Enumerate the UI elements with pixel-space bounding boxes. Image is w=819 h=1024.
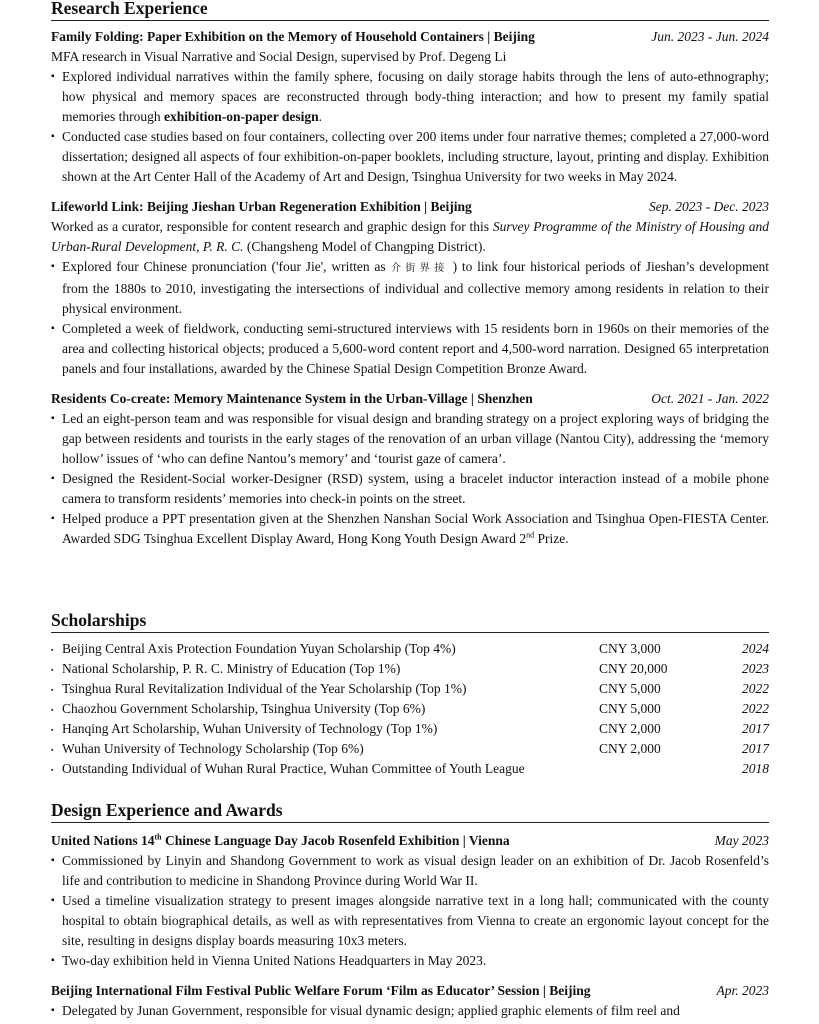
bullet-dot-icon: ▪ — [51, 686, 54, 694]
entry-date: Sep. 2023 - Dec. 2023 — [649, 199, 769, 214]
entry-title: Beijing International Film Festival Public Welfare Forum ‘Film as Educator’ Session | Beijing — [51, 983, 591, 998]
bullet-item: ▪ Commissioned by Linyin and Shandong Government to work as visual design leader on an exhibition of Dr. Jacob Rosenfeld’s life and contribution to medicine in Shandong Province during World War II. — [51, 853, 769, 888]
bullet-item: ▪ Delegated by Junan Government, responsible for visual dynamic design; applied graphic elements of film reel and — [51, 1001, 769, 1021]
bullet-dot-icon: ▪ — [51, 726, 54, 734]
entry-date: Oct. 2021 - Jan. 2022 — [651, 391, 769, 406]
entry-date: Jun. 2023 - Jun. 2024 — [651, 29, 769, 44]
scholarship-amount: CNY 20,000 — [599, 661, 668, 676]
bullet-square-icon: ▪ — [51, 855, 55, 866]
bullet-square-icon: ▪ — [51, 131, 55, 142]
bullet-item: ▪ Used a timeline visualization strategy to present images alongside narrative text in a long hall; communicated with the county hospital to obtain biographical details, as well as with representatives from Vienna to create an ergonomic layout concept for the site, resulting in designs display boards measuring 10x3 meters. — [51, 893, 769, 948]
scholarship-name: Wuhan University of Technology Scholarship (Top 6%) — [62, 741, 364, 756]
scholarships-section — [51, 610, 769, 779]
section-title-scholarships: Scholarships — [51, 610, 769, 633]
bullet-dot-icon: ▪ — [51, 746, 54, 754]
entry-date: May 2023 — [714, 833, 769, 848]
design-entry-film-festival — [51, 981, 769, 1021]
bullet-item: ▪ Led an eight-person team and was responsible for visual design and branding strategy on a project exploring ways of bridging the gap between residents and tourists in the early stages of the renovation of an urban village (Nantou City), addressing the ‘memory hollow’ issues of ‘who can define Nantou’s memory’ and ‘tourist gaze of camera’. — [51, 411, 769, 466]
scholarship-list — [51, 639, 769, 779]
bullet-square-icon: ▪ — [51, 1005, 55, 1016]
bullet-square-icon: ▪ — [51, 955, 55, 966]
entry-title: United Nations 14th Chinese Language Day Jacob Rosenfeld Exhibition | Vienna — [51, 832, 510, 848]
scholarship-year: 2022 — [742, 701, 769, 716]
research-entry-family-folding — [51, 27, 769, 187]
bullet-item: ▪ Explored individual narratives within the family sphere, focusing on daily storage habits through the lens of auto-ethnography; how physical and memory spaces are reconstructed through body-thing interaction; and how to present my family spatial memories through exhibition-on-paper design. — [51, 69, 769, 124]
scholarship-row — [51, 659, 769, 679]
bullet-dot-icon: ▪ — [51, 706, 54, 714]
entry-title: Lifeworld Link: Beijing Jieshan Urban Regeneration Exhibition | Beijing — [51, 199, 472, 214]
scholarship-row — [51, 679, 769, 699]
scholarship-name: Tsinghua Rural Revitalization Individual of the Year Scholarship (Top 1%) — [62, 681, 467, 696]
scholarship-amount: CNY 2,000 — [599, 721, 661, 736]
scholarship-year: 2022 — [742, 681, 769, 696]
bullet-square-icon: ▪ — [51, 71, 55, 82]
scholarship-amount: CNY 5,000 — [599, 701, 661, 716]
bullet-item: ▪ Explored four Chinese pronunciation ('four Jie', written as 介街界接 ) to link four historical periods of Jieshan’s development from the 1880s to 2010, investigating the intersections of individual and collective memory among residents in relation to their physical environment. — [51, 259, 770, 316]
scholarship-name: Chaozhou Government Scholarship, Tsinghua University (Top 6%) — [62, 701, 426, 716]
scholarship-year: 2023 — [742, 661, 769, 676]
entry-description: Worked as a curator, responsible for content research and graphic design for this Survey Programme of the Ministry of Housing and Urban-Rural Development, P. R. C. (Changsheng Model of Changping District). — [51, 219, 770, 254]
scholarship-name: Beijing Central Axis Protection Foundation Yuyan Scholarship (Top 4%) — [62, 641, 456, 656]
research-entry-residents-cocreate — [51, 389, 769, 549]
bullet-item: ▪ Two-day exhibition held in Vienna United Nations Headquarters in May 2023. — [51, 951, 769, 971]
entry-title: Family Folding: Paper Exhibition on the Memory of Household Containers | Beijing — [51, 29, 535, 44]
scholarship-name: Hanqing Art Scholarship, Wuhan University of Technology (Top 1%) — [62, 721, 438, 736]
scholarship-year: 2017 — [742, 721, 769, 736]
section-title-research: Research Experience — [51, 0, 769, 21]
bullet-square-icon: ▪ — [51, 323, 55, 334]
scholarship-row — [51, 739, 769, 759]
scholarship-year: 2018 — [742, 761, 769, 776]
bullet-dot-icon: ▪ — [51, 666, 54, 674]
bullet-square-icon: ▪ — [51, 261, 55, 272]
scholarship-year: 2024 — [742, 641, 769, 656]
bullet-square-icon: ▪ — [51, 895, 55, 906]
entry-title: Residents Co-create: Memory Maintenance System in the Urban-Village | Shenzhen — [51, 391, 533, 406]
bullet-dot-icon: ▪ — [51, 646, 54, 654]
scholarship-name: Outstanding Individual of Wuhan Rural Practice, Wuhan Committee of Youth League — [62, 761, 525, 776]
scholarship-name: National Scholarship, P. R. C. Ministry of Education (Top 1%) — [62, 661, 401, 676]
design-section — [51, 800, 769, 1021]
scholarship-row — [51, 639, 769, 659]
section-title-design: Design Experience and Awards — [51, 800, 769, 823]
design-entry-un-exhibition — [51, 831, 769, 971]
scholarship-row — [51, 699, 769, 719]
entry-date: Apr. 2023 — [716, 983, 769, 998]
research-entry-lifeworld-link — [51, 197, 769, 379]
bullet-item: ▪ Conducted case studies based on four containers, collecting over 200 items under four narrative themes; completed a 27,000-word dissertation; designed all aspects of four exhibition-on-paper booklets, including structure, layout, printing and display. Exhibition shown at the Art Center Hall of the Academy of Art and Design, Tsinghua University for two weeks in May 2024. — [51, 129, 769, 184]
scholarship-amount: CNY 5,000 — [599, 681, 661, 696]
scholarship-row — [51, 719, 769, 739]
bullet-square-icon: ▪ — [51, 473, 55, 484]
chinese-characters: 介街界接 — [389, 263, 449, 274]
scholarship-amount: CNY 3,000 — [599, 641, 661, 656]
bullet-square-icon: ▪ — [51, 513, 55, 524]
bullet-item: ▪ Designed the Resident-Social worker-Designer (RSD) system, using a bracelet inductor interaction instead of a mobile phone camera to transform residents’ memories into check-in points on the street. — [51, 471, 769, 506]
bullet-dot-icon: ▪ — [51, 766, 54, 774]
research-section — [51, 0, 769, 549]
entry-description: MFA research in Visual Narrative and Social Design, supervised by Prof. Degeng Li — [51, 49, 507, 64]
scholarship-year: 2017 — [742, 741, 769, 756]
bullet-square-icon: ▪ — [51, 413, 55, 424]
bullet-item: ▪ Completed a week of fieldwork, conducting semi-structured interviews with 15 residents born in 1960s on their memories of the area and collecting historical objects; produced a 5,600-word content report and 4,500-word narration. Designed 65 interpretation panels and four installations, awarded by the Chinese Spatial Design Competition Bronze Award. — [51, 321, 769, 376]
scholarship-row — [51, 759, 769, 779]
scholarship-amount: CNY 2,000 — [599, 741, 661, 756]
bullet-item: ▪ Helped produce a PPT presentation given at the Shenzhen Nanshan Social Work Association and Tsinghua Open-FIESTA Center. Awarded SDG Tsinghua Excellent Display Award, Hong Kong Youth Design Award 2nd Prize. — [51, 511, 769, 546]
